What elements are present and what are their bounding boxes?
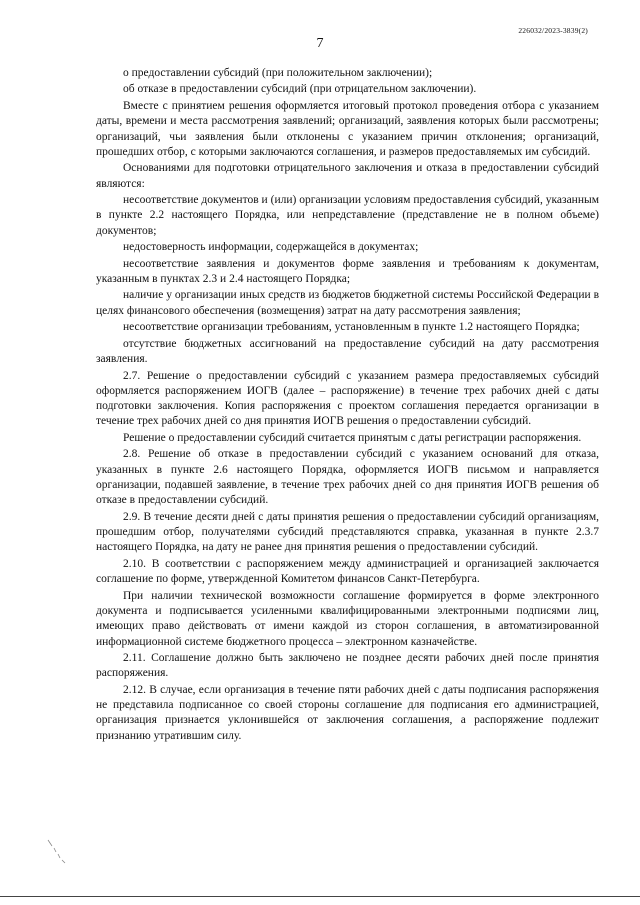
paragraph: 2.7. Решение о предоставлении субсидий с указанием размера предоставляемых субсидий оформляется распоряжением ИОГВ (далее – распоряжение) в течение трех рабочих дней с даты подготовки заключения. Копия распоряжения с проектом соглашения передается организации в течение трех рабочих дней со дня принятия ИОГВ решения о предоставлении субсидий. xyxy=(96,369,599,428)
paragraph: Основаниями для подготовки отрицательного заключения и отказа в предоставлении субсидий являются: xyxy=(96,162,599,190)
paragraph: При наличии технической возможности соглашение формируется в форме электронного документа и подписывается усиленными квалифицированными электронными подписями лиц, имеющих право действовать от имени каждой из сторон соглашения, в автоматизированной информационной системе бюджетного процесса – электронном казначействе. xyxy=(96,589,599,648)
page-number: 7 xyxy=(316,36,324,51)
scan-margin-mark xyxy=(46,838,68,864)
paragraph: 2.12. В случае, если организация в течение пяти рабочих дней с даты подписания распоряжения не представила подписанное со своей стороны соглашение для подписания его администрацией, организация признается уклонившейся от заключения соглашения, а распоряжение подлежит признанию утратившим силу. xyxy=(96,683,599,742)
paragraph: наличие у организации иных средств из бюджетов бюджетной системы Российской Федерации в целях финансового обеспечения (возмещения) затрат на дату рассмотрения заявления; xyxy=(96,289,599,317)
paragraph: несоответствие организации требованиям, установленным в пункте 1.2 настоящего Порядка; xyxy=(123,321,580,334)
paragraph: 2.8. Решение об отказе в предоставлении субсидий с указанием оснований для отказа, указанных в пункте 2.6 настоящего Порядка, оформляется ИОГВ письмом и направляется организации, подавшей заявление, в течение трех рабочих дней со дня принятия ИОГВ решения об отказе в предоставлении субсидий. xyxy=(96,448,599,507)
document-body xyxy=(96,66,599,745)
paragraph: недостоверность информации, содержащейся в документах; xyxy=(123,241,419,254)
document-id: 226032/2023-3839(2) xyxy=(518,26,588,35)
paragraph: 2.10. В соответствии с распоряжением между администрацией и организацией заключается соглашение по форме, утвержденной Комитетом финансов Санкт-Петербурга. xyxy=(96,557,599,586)
paragraph: несоответствие заявления и документов форме заявления и требованиям к документам, указанным в пунктах 2.3 и 2.4 настоящего Порядка; xyxy=(96,257,599,285)
paragraph: Вместе с принятием решения оформляется итоговый протокол проведения отбора с указанием даты, времени и места рассмотрения заявлений; организаций, заявления которых были рассмотрены; организаций, чьи заявления были отклонены с указанием причин отклонения; организаций, прошедших отбор, с которыми заключаются соглашения, и размеров предоставляемых им субсидий. xyxy=(96,99,599,158)
paragraph: Решение о предоставлении субсидий считается принятым с даты регистрации распоряжения. xyxy=(123,431,582,444)
paragraph: об отказе в предоставлении субсидий (при отрицательном заключении). xyxy=(123,83,477,96)
paragraph: несоответствие документов и (или) организации условиям предоставления субсидий, указанным в пункте 2.2 настоящего Порядка, или непредставление (представление не в полном объеме) документов; xyxy=(96,194,599,237)
footer-rule xyxy=(0,896,640,897)
paragraph: 2.9. В течение десяти дней с даты принятия решения о предоставлении субсидий организациям, прошедшим отбор, получателями субсидий представляются справка, указанная в пункте 2.3.7 настоящего Порядка, на дату не ранее дня принятия решения о предоставлении субсидий. xyxy=(96,510,599,554)
paragraph: отсутствие бюджетных ассигнований на предоставление субсидий на дату рассмотрения заявления. xyxy=(96,337,599,366)
paragraph: о предоставлении субсидий (при положительном заключении); xyxy=(123,67,433,79)
paragraph: 2.11. Соглашение должно быть заключено не позднее десяти рабочих дней после принятия распоряжения. xyxy=(96,651,599,680)
